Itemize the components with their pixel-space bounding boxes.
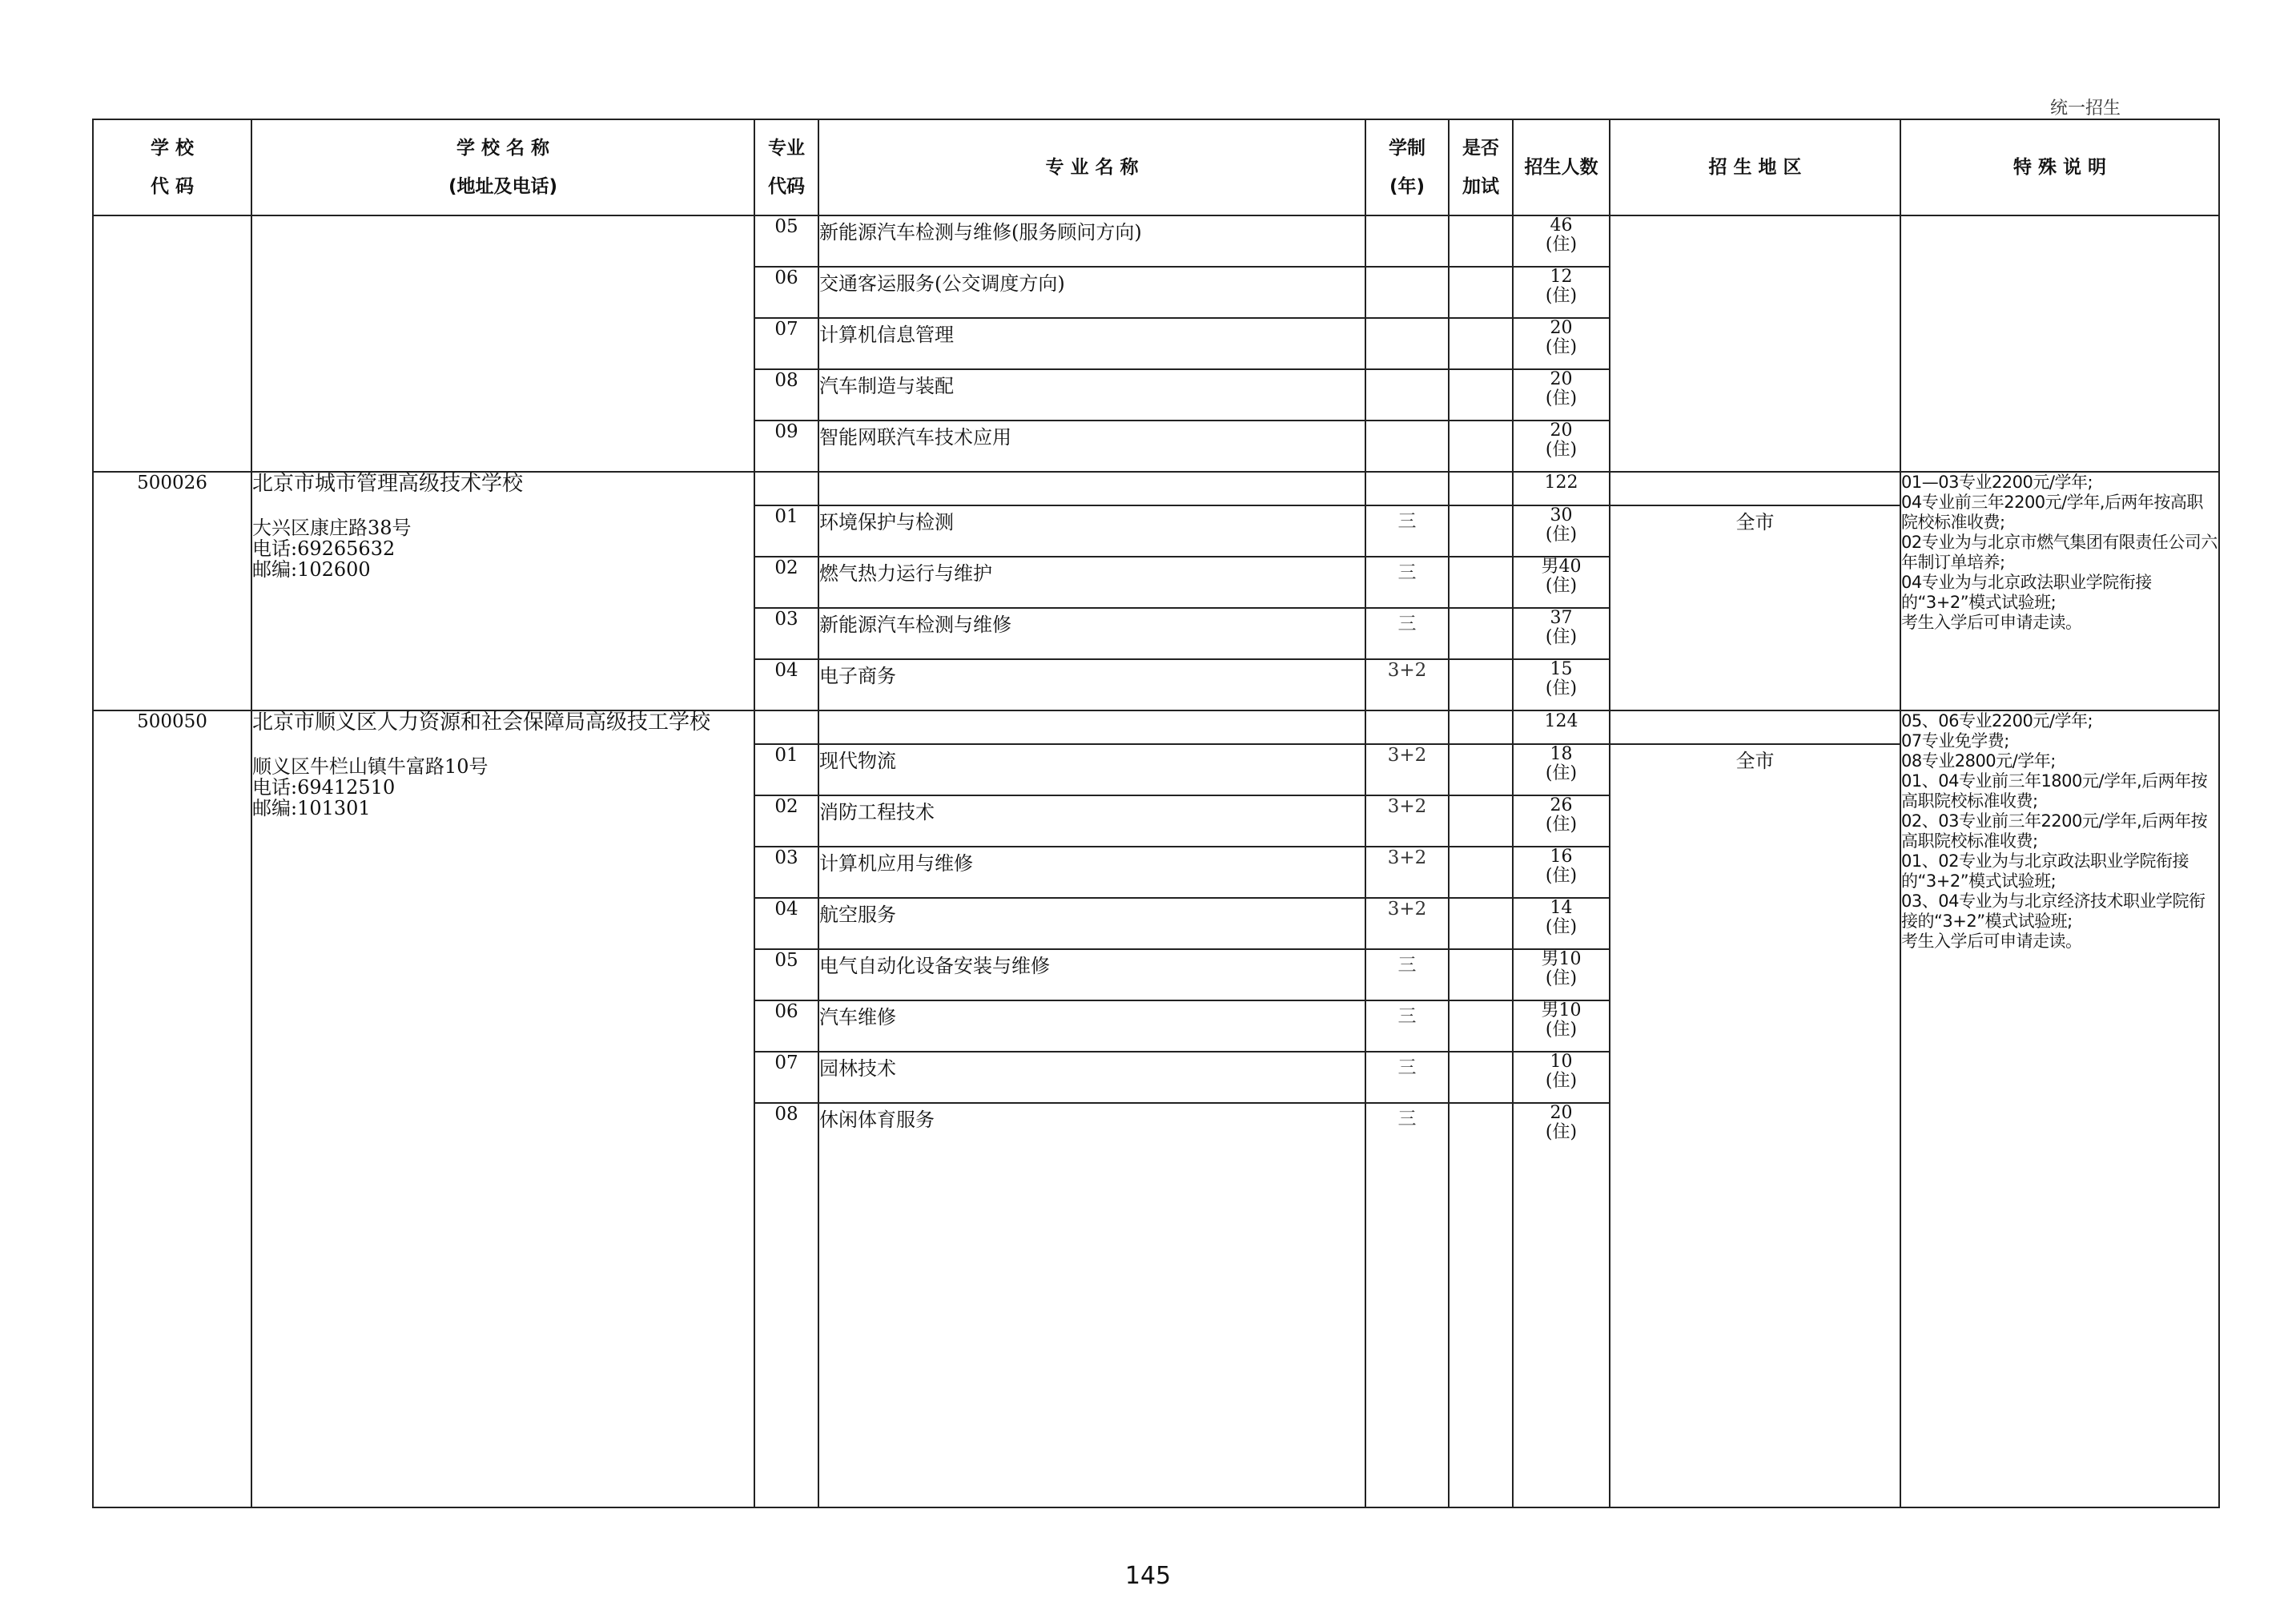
major-name: 消防工程技术 bbox=[818, 795, 1365, 847]
major-name: 现代物流 bbox=[818, 744, 1365, 795]
enrollment-region: 全市 bbox=[1610, 505, 1900, 710]
major-code: 09 bbox=[754, 421, 818, 472]
school-phone: 电话:69412510 bbox=[252, 776, 396, 799]
extra-exam-cell bbox=[1449, 557, 1513, 608]
note-line: 08专业2800元/学年; bbox=[1901, 751, 2056, 771]
note-line: 05、06专业2200元/学年; bbox=[1901, 711, 2093, 731]
enrollment-count: 37 (住) bbox=[1513, 608, 1610, 659]
extra-exam-cell bbox=[1449, 744, 1513, 795]
major-code: 02 bbox=[754, 557, 818, 608]
major-years bbox=[1365, 472, 1449, 505]
enrollment-count: 20 (住) bbox=[1513, 318, 1610, 369]
major-name: 环境保护与检测 bbox=[818, 505, 1365, 557]
header-extra-exam: 是否 加试 bbox=[1449, 119, 1513, 215]
major-years: 3+2 bbox=[1365, 795, 1449, 847]
header-school-code: 学 校 代 码 bbox=[93, 119, 251, 215]
note-line: 03、04专业为与北京经济技术职业学院衔接的“3+2”模式试验班; bbox=[1901, 891, 2206, 931]
special-notes bbox=[1900, 472, 2219, 710]
school-name: 北京市城市管理高级技术学校 bbox=[252, 472, 524, 496]
major-name: 汽车维修 bbox=[818, 1000, 1365, 1052]
major-name: 园林技术 bbox=[818, 1052, 1365, 1103]
major-years: 3+2 bbox=[1365, 659, 1449, 710]
major-years bbox=[1365, 710, 1449, 744]
note-line: 07专业免学费; bbox=[1901, 731, 2009, 751]
school-code: 500026 bbox=[93, 472, 251, 710]
major-years: 3+2 bbox=[1365, 847, 1449, 898]
note-line: 01—03专业2200元/学年; bbox=[1901, 473, 2093, 492]
major-code: 06 bbox=[754, 267, 818, 318]
major-code: 02 bbox=[754, 795, 818, 847]
major-years: 三 bbox=[1365, 1052, 1449, 1103]
extra-exam-cell bbox=[1449, 1000, 1513, 1052]
header-major-name: 专 业 名 称 bbox=[818, 119, 1365, 215]
major-code: 04 bbox=[754, 898, 818, 949]
note-line: 考生入学后可申请走读。 bbox=[1901, 932, 2082, 951]
table-row bbox=[93, 215, 2219, 267]
major-code: 07 bbox=[754, 318, 818, 369]
school-total-row bbox=[93, 472, 2219, 505]
extra-exam-cell bbox=[1449, 215, 1513, 267]
major-years: 3+2 bbox=[1365, 744, 1449, 795]
major-name: 汽车制造与装配 bbox=[818, 369, 1365, 421]
extra-exam-cell bbox=[1449, 505, 1513, 557]
major-name bbox=[818, 472, 1365, 505]
school-total-count: 122 bbox=[1513, 472, 1610, 505]
school-code: 500050 bbox=[93, 710, 251, 1507]
school-postcode: 邮编:102600 bbox=[252, 558, 371, 581]
extra-exam-cell bbox=[1449, 949, 1513, 1000]
major-years bbox=[1365, 369, 1449, 421]
school-address: 顺义区牛栏山镇牛富路10号 bbox=[252, 755, 489, 778]
major-years: 三 bbox=[1365, 608, 1449, 659]
major-code bbox=[754, 710, 818, 744]
enrollment-count: 20 (住) bbox=[1513, 1103, 1610, 1507]
major-code bbox=[754, 472, 818, 505]
header-years: 学制 (年) bbox=[1365, 119, 1449, 215]
major-code: 03 bbox=[754, 608, 818, 659]
extra-exam-cell bbox=[1449, 1052, 1513, 1103]
major-code: 01 bbox=[754, 744, 818, 795]
major-name bbox=[818, 710, 1365, 744]
major-name: 航空服务 bbox=[818, 898, 1365, 949]
major-code: 05 bbox=[754, 949, 818, 1000]
enrollment-count: 30 (住) bbox=[1513, 505, 1610, 557]
header-major-code: 专业 代码 bbox=[754, 119, 818, 215]
major-name: 休闲体育服务 bbox=[818, 1103, 1365, 1507]
enrollment-count: 20 (住) bbox=[1513, 421, 1610, 472]
school-name: 北京市顺义区人力资源和社会保障局高级技工学校 bbox=[252, 710, 711, 735]
header-enrollment: 招生人数 bbox=[1513, 119, 1610, 215]
enrollment-count: 15 (住) bbox=[1513, 659, 1610, 710]
major-name: 新能源汽车检测与维修 bbox=[818, 608, 1365, 659]
enrollment-count: 10 (住) bbox=[1513, 1052, 1610, 1103]
major-years bbox=[1365, 318, 1449, 369]
extra-exam-cell bbox=[1449, 898, 1513, 949]
school-postcode: 邮编:101301 bbox=[252, 797, 371, 819]
major-years bbox=[1365, 215, 1449, 267]
major-name: 计算机信息管理 bbox=[818, 318, 1365, 369]
school-address: 大兴区康庄路38号 bbox=[252, 517, 412, 539]
page-category-tag: 统一招生 bbox=[2050, 99, 2121, 119]
extra-exam-cell bbox=[1449, 1103, 1513, 1507]
extra-exam-cell bbox=[1449, 710, 1513, 744]
major-name: 新能源汽车检测与维修(服务顾问方向) bbox=[818, 215, 1365, 267]
enrollment-count: 46 (住) bbox=[1513, 215, 1610, 267]
major-name: 智能网联汽车技术应用 bbox=[818, 421, 1365, 472]
notes-cell bbox=[1900, 215, 2219, 472]
extra-exam-cell bbox=[1449, 369, 1513, 421]
extra-exam-cell bbox=[1449, 267, 1513, 318]
major-code: 03 bbox=[754, 847, 818, 898]
note-line: 04专业为与北京政法职业学院衔接的“3+2”模式试验班; bbox=[1901, 573, 2152, 612]
enrollment-count: 男10 (住) bbox=[1513, 949, 1610, 1000]
school-info bbox=[251, 710, 754, 1507]
major-years bbox=[1365, 267, 1449, 318]
major-years: 三 bbox=[1365, 949, 1449, 1000]
enrollment-count: 20 (住) bbox=[1513, 369, 1610, 421]
region-cell bbox=[1610, 710, 1900, 744]
note-line: 01、04专业前三年1800元/学年,后两年按高职院校标准收费; bbox=[1901, 771, 2208, 811]
major-years: 三 bbox=[1365, 1000, 1449, 1052]
school-code-cell bbox=[93, 215, 251, 472]
major-code: 05 bbox=[754, 215, 818, 267]
enrollment-count: 14 (住) bbox=[1513, 898, 1610, 949]
note-line: 考生入学后可申请走读。 bbox=[1901, 613, 2082, 632]
extra-exam-cell bbox=[1449, 608, 1513, 659]
enrollment-region: 全市 bbox=[1610, 744, 1900, 1507]
enrollment-count: 12 (住) bbox=[1513, 267, 1610, 318]
enrollment-count: 18 (住) bbox=[1513, 744, 1610, 795]
enrollment-count: 男10 (住) bbox=[1513, 1000, 1610, 1052]
enrollment-count: 男40 (住) bbox=[1513, 557, 1610, 608]
major-code: 08 bbox=[754, 1103, 818, 1507]
major-name: 燃气热力运行与维护 bbox=[818, 557, 1365, 608]
enrollment-table bbox=[92, 119, 2220, 1508]
extra-exam-cell bbox=[1449, 847, 1513, 898]
major-years bbox=[1365, 421, 1449, 472]
major-code: 04 bbox=[754, 659, 818, 710]
header-region: 招 生 地 区 bbox=[1610, 119, 1900, 215]
major-years: 三 bbox=[1365, 1103, 1449, 1507]
school-total-count: 124 bbox=[1513, 710, 1610, 744]
extra-exam-cell bbox=[1449, 472, 1513, 505]
extra-exam-cell bbox=[1449, 421, 1513, 472]
note-line: 01、02专业为与北京政法职业学院衔接的“3+2”模式试验班; bbox=[1901, 851, 2189, 891]
enrollment-count: 16 (住) bbox=[1513, 847, 1610, 898]
page-number: 145 bbox=[1124, 1562, 1172, 1590]
major-years: 三 bbox=[1365, 505, 1449, 557]
special-notes bbox=[1900, 710, 2219, 1507]
school-total-row bbox=[93, 710, 2219, 744]
note-line: 02专业为与北京市燃气集团有限责任公司六年制订单培养; bbox=[1901, 533, 2218, 572]
school-info bbox=[251, 472, 754, 710]
table-header-row bbox=[93, 119, 2219, 215]
major-years: 3+2 bbox=[1365, 898, 1449, 949]
note-line: 04专业前三年2200元/学年,后两年按高职院校标准收费; bbox=[1901, 493, 2203, 532]
major-code: 06 bbox=[754, 1000, 818, 1052]
header-school-name: 学 校 名 称 (地址及电话) bbox=[251, 119, 754, 215]
school-name-cell bbox=[251, 215, 754, 472]
extra-exam-cell bbox=[1449, 659, 1513, 710]
enrollment-count: 26 (住) bbox=[1513, 795, 1610, 847]
major-code: 07 bbox=[754, 1052, 818, 1103]
header-notes: 特 殊 说 明 bbox=[1900, 119, 2219, 215]
extra-exam-cell bbox=[1449, 795, 1513, 847]
major-name: 电子商务 bbox=[818, 659, 1365, 710]
school-phone: 电话:69265632 bbox=[252, 537, 396, 560]
major-name: 计算机应用与维修 bbox=[818, 847, 1365, 898]
major-name: 电气自动化设备安装与维修 bbox=[818, 949, 1365, 1000]
major-code: 08 bbox=[754, 369, 818, 421]
region-cell bbox=[1610, 215, 1900, 472]
major-years: 三 bbox=[1365, 557, 1449, 608]
region-cell bbox=[1610, 472, 1900, 505]
note-line: 02、03专业前三年2200元/学年,后两年按高职院校标准收费; bbox=[1901, 811, 2208, 851]
major-code: 01 bbox=[754, 505, 818, 557]
major-name: 交通客运服务(公交调度方向) bbox=[818, 267, 1365, 318]
extra-exam-cell bbox=[1449, 318, 1513, 369]
